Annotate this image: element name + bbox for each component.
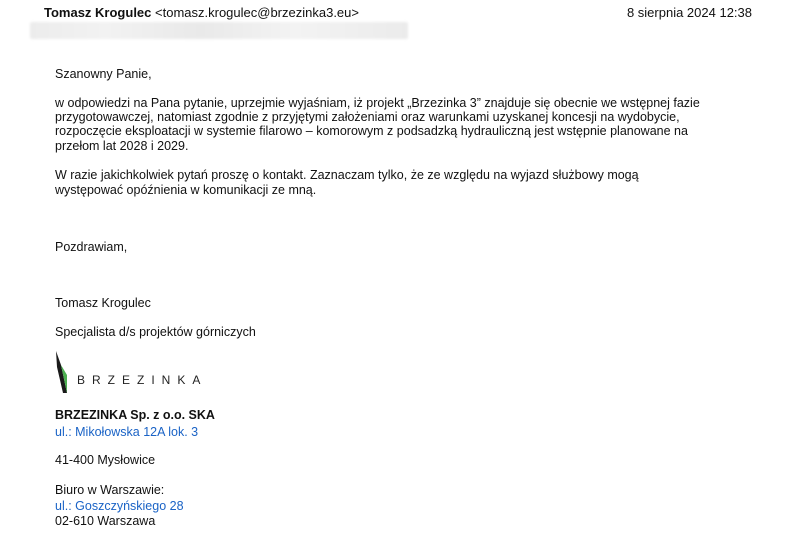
- email-date: 8 sierpnia 2024 12:38: [626, 5, 752, 20]
- sender-name[interactable]: Tomasz Krogulec: [44, 5, 152, 20]
- company-city: 41-400 Mysłowice: [55, 453, 156, 467]
- paragraph-1-line-3: rozpoczęcie eksploatacji w systemie filarowo – komorowym z podsadzką hydrauliczną jest wstępnie planowane na: [55, 124, 688, 138]
- greeting: Szanowny Panie,: [55, 67, 152, 81]
- signature-title: Specjalista d/s projektów górniczych: [55, 325, 256, 339]
- paragraph-1-line-4: przełom lat 2028 i 2029.: [55, 139, 189, 153]
- closing: Pozdrawiam,: [55, 240, 128, 254]
- redacted-recipient-line: [30, 22, 408, 39]
- office-label: Biuro w Warszawie:: [55, 483, 165, 497]
- company-logo: [55, 351, 225, 393]
- sender-email[interactable]: <tomasz.krogulec@brzezinka3.eu>: [155, 5, 359, 20]
- email-header: [44, 5, 752, 23]
- paragraph-2-line-2: występować opóźnienia w komunikacji ze mną.: [55, 183, 317, 197]
- office-city: 02-610 Warszawa: [55, 514, 156, 528]
- office-address-link[interactable]: ul.: Goszczyńskiego 28: [55, 499, 184, 513]
- company-name: BRZEZINKA Sp. z o.o. SKA: [55, 408, 215, 422]
- paragraph-1-line-1: w odpowiedzi na Pana pytanie, uprzejmie wyjaśniam, iż projekt „Brzezinka 3” znajduje się obecnie we wstępnej fazie: [55, 96, 700, 110]
- signature-name: Tomasz Krogulec: [55, 296, 151, 310]
- paragraph-2-line-1: W razie jakichkolwiek pytań proszę o kontakt. Zaznaczam tylko, że ze względu na wyjazd służbowy mogą: [55, 168, 639, 182]
- company-address-link[interactable]: ul.: Mikołowska 12A lok. 3: [55, 425, 199, 439]
- paragraph-1-line-2: przygotowawczej, natomiast zgodnie z przyjętymi założeniami oraz warunkami uzyskanej koncesji na wydobycie,: [55, 110, 680, 124]
- logo-text: BRZEZINKA: [77, 373, 208, 387]
- brzezinka-logo-mark-icon: [55, 351, 71, 393]
